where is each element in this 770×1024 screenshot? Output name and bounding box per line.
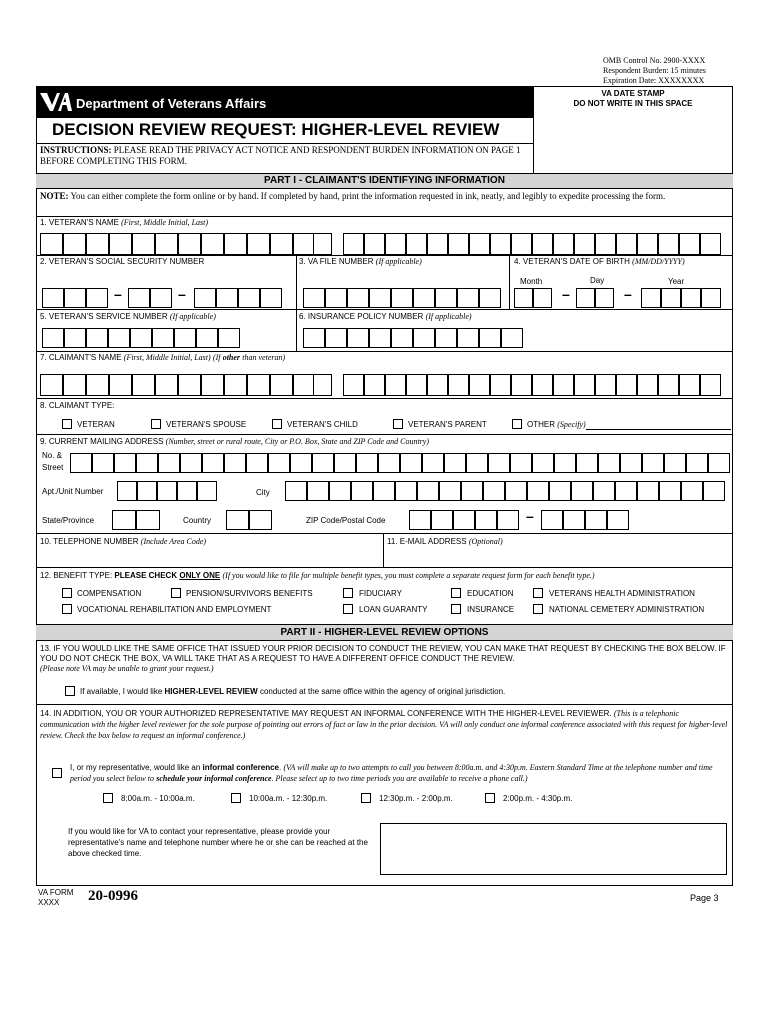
instructions-text: PLEASE READ THE PRIVACY ACT NOTICE AND RESPONDENT BURDEN INFORMATION ON PAGE 1 BEFORE COMPLETING THIS FORM. [40, 145, 521, 166]
footer-va-form: VA FORM [38, 888, 74, 897]
note [40, 191, 730, 202]
benefit-voc-rehab: VOCATIONAL REHABILITATION AND EMPLOYMENT [77, 605, 272, 614]
benefit-insurance-checkbox[interactable] [451, 604, 461, 614]
state-label: State/Province [42, 516, 95, 525]
va-logo-icon [40, 91, 72, 113]
claimant-last-name-boxes[interactable] [343, 374, 721, 396]
claimant-middle-initial-box[interactable] [313, 374, 332, 396]
footer-xxxx: XXXX [38, 898, 60, 907]
claimant-type-other: OTHER (Specify) [527, 420, 586, 429]
insurance-policy-boxes[interactable] [303, 328, 523, 348]
benefit-fiduciary-checkbox[interactable] [343, 588, 353, 598]
ssn-part3-boxes[interactable] [194, 288, 282, 308]
f9-label: 9. CURRENT MAILING ADDRESS (Number, street or rural route, City or P.O. Box, State and ZIP Code and Country) [40, 437, 429, 446]
f6-label: 6. INSURANCE POLICY NUMBER (If applicable) [299, 312, 472, 321]
telephone-field[interactable] [40, 548, 380, 564]
f7-label: 7. CLAIMANT'S NAME (First, Middle Initial, Last) (If other than veteran) [40, 353, 286, 362]
benefit-loan: LOAN GUARANTY [359, 605, 428, 614]
stamp-title: VA DATE STAMP [601, 89, 665, 98]
benefit-education-checkbox[interactable] [451, 588, 461, 598]
street-boxes[interactable] [70, 453, 730, 473]
part2-title: PART II - HIGHER-LEVEL REVIEW OPTIONS [36, 624, 733, 641]
zip-label: ZIP Code/Postal Code [306, 516, 386, 525]
service-number-boxes[interactable] [42, 328, 240, 348]
time-10-1230: 10:00a.m. - 12:30p.m. [249, 794, 328, 803]
f2-label: 2. VETERAN'S SOCIAL SECURITY NUMBER [40, 257, 205, 266]
time-10-1230-checkbox[interactable] [231, 793, 241, 803]
rep-contact-field[interactable] [380, 823, 727, 875]
benefit-fiduciary: FIDUCIARY [359, 589, 402, 598]
dob-month-boxes[interactable] [514, 288, 552, 308]
note-text: You can either complete the form online or by hand. If completed by hand, print the information requested in ink, neatly, and legibly to expedite processing the form. [70, 191, 666, 201]
omb-block [603, 56, 706, 86]
agency-bar [36, 86, 533, 118]
instructions [40, 145, 530, 167]
claimant-type-child: VETERAN'S CHILD [287, 420, 358, 429]
city-label: City [256, 488, 270, 497]
time-1230-2-checkbox[interactable] [361, 793, 371, 803]
f1-label: 1. VETERAN'S NAME (First, Middle Initial, Last) [40, 218, 209, 227]
f11-label: 11. E-MAIL ADDRESS (Optional) [387, 537, 503, 546]
omb-control: OMB Control No. 2900-XXXX [603, 56, 706, 65]
claimant-first-name-boxes[interactable] [40, 374, 316, 396]
benefit-loan-checkbox[interactable] [343, 604, 353, 614]
f4-label: 4. VETERAN'S DATE OF BIRTH (MM/DD/YYYY) [514, 257, 685, 266]
apt-label: Apt./Unit Number [42, 487, 104, 496]
note-label: NOTE: [40, 191, 69, 201]
omb-expiration: Expiration Date: XXXXXXXX [603, 76, 705, 85]
claimant-type-other-checkbox[interactable] [512, 419, 522, 429]
f10-label: 10. TELEPHONE NUMBER (Include Area Code) [40, 537, 207, 546]
f12-label: 12. BENEFIT TYPE: PLEASE CHECK ONLY ONE (If you would like to file for multiple benefit types, you must complete a separate request form for each benefit type.) [40, 571, 595, 580]
day-label: Day [590, 276, 605, 285]
q14-text: 14. IN ADDITION, YOU OR YOUR AUTHORIZED REPRESENTATIVE MAY REQUEST AN INFORMAL CONFERENCE WITH THE HIGHER-LEVEL REVIEWER. (This is a telephonic communication with the higher level reviewer for the sole purpose of pointing out errors of fact or law in the prior decision. VA will only conduct one informal conference associated with this request for higher-level review. Check the box below to request an informal conference.) [40, 709, 728, 740]
f3-label: 3. VA FILE NUMBER (If applicable) [299, 257, 422, 266]
benefit-education: EDUCATION [467, 589, 514, 598]
benefit-nca: NATIONAL CEMETERY ADMINISTRATION [549, 605, 705, 614]
benefit-vha-checkbox[interactable] [533, 588, 543, 598]
benefit-insurance: INSURANCE [467, 605, 515, 614]
state-boxes[interactable] [112, 510, 160, 530]
veteran-last-name-boxes[interactable] [343, 233, 721, 255]
claimant-type-veteran: VETERAN [77, 420, 115, 429]
form-title: DECISION REVIEW REQUEST: HIGHER-LEVEL REVIEW [52, 120, 500, 139]
time-8-10: 8:00a.m. - 10:00a.m. [121, 794, 195, 803]
benefit-vha: VETERANS HEALTH ADMINISTRATION [549, 589, 695, 598]
month-label: Month [520, 277, 543, 286]
benefit-voc-rehab-checkbox[interactable] [62, 604, 72, 614]
q13-text: 13. IF YOU WOULD LIKE THE SAME OFFICE THAT ISSUED YOUR PRIOR DECISION TO CONDUCT THE REVIEW, YOU CAN MAKE THAT REQUEST BY CHECKING THE BOX BELOW. IF YOU DO NOT CHECK THE BOX, VA WILL TAKE THAT AS A REQUEST TO HAVE A DIFFERENT OFFICE CONDUCT THE REVIEW. (Please note VA may be unable to grant your request.) [40, 644, 726, 673]
claimant-type-parent: VETERAN'S PARENT [408, 420, 487, 429]
veteran-first-name-boxes[interactable] [40, 233, 316, 255]
country-label: Country [183, 516, 212, 525]
benefit-pension: PENSION/SURVIVORS BENEFITS [186, 589, 313, 598]
omb-burden: Respondent Burden: 15 minutes [603, 66, 706, 75]
agency-name: Department of Veterans Affairs [76, 96, 267, 111]
benefit-compensation-checkbox[interactable] [62, 588, 72, 598]
time-8-10-checkbox[interactable] [103, 793, 113, 803]
apt-boxes[interactable] [117, 481, 217, 501]
zip-boxes[interactable] [409, 510, 519, 530]
claimant-type-veteran-checkbox[interactable] [62, 419, 72, 429]
claimant-type-parent-checkbox[interactable] [393, 419, 403, 429]
q14-option: I, or my representative, would like an informal conference. (VA will make up to two attempts to call you between 8:00a.m. and 4:30p.m. Eastern Standard Time at the telephone number and time period you select below to schedule your informal conference. Please select up to two time periods you are available to receive a phone call.) [70, 763, 713, 783]
zip-ext-boxes[interactable] [541, 510, 629, 530]
no-street-label-2: Street [42, 463, 64, 472]
va-file-number-boxes[interactable] [303, 288, 501, 308]
claimant-type-child-checkbox[interactable] [272, 419, 282, 429]
ssn-part1-boxes[interactable] [42, 288, 108, 308]
email-field[interactable] [387, 548, 727, 564]
q13-option: If available, I would like HIGHER-LEVEL REVIEW conducted at the same office within the agency of original jurisdiction. [80, 687, 506, 696]
city-boxes[interactable] [285, 481, 725, 501]
benefit-pension-checkbox[interactable] [171, 588, 181, 598]
f5-label: 5. VETERAN'S SERVICE NUMBER (If applicable) [40, 312, 216, 321]
instructions-label: INSTRUCTIONS: [40, 145, 112, 155]
footer-form-number: 20-0996 [88, 888, 138, 904]
q14-checkbox[interactable] [52, 768, 62, 778]
q13-checkbox[interactable] [65, 686, 75, 696]
time-2-430-checkbox[interactable] [485, 793, 495, 803]
veteran-middle-initial-box[interactable] [313, 233, 332, 255]
part1-title: PART I - CLAIMANT'S IDENTIFYING INFORMATION [36, 173, 733, 189]
country-boxes[interactable] [226, 510, 272, 530]
year-label: Year [668, 277, 685, 286]
time-2-430: 2:00p.m. - 4:30p.m. [503, 794, 573, 803]
no-street-label-1: No. & [42, 451, 63, 460]
benefit-compensation: COMPENSATION [77, 589, 142, 598]
dob-day-boxes[interactable] [576, 288, 614, 308]
benefit-nca-checkbox[interactable] [533, 604, 543, 614]
claimant-type-spouse: VETERAN'S SPOUSE [166, 420, 247, 429]
stamp-subtitle: DO NOT WRITE IN THIS SPACE [573, 99, 693, 108]
time-1230-2: 12:30p.m. - 2:00p.m. [379, 794, 453, 803]
rep-instructions: If you would like for VA to contact your representative, please provide your representative's name and telephone number where he or she can be reached at the above checked time. [68, 827, 368, 858]
footer-page: Page 3 [690, 893, 719, 903]
dob-year-boxes[interactable] [641, 288, 721, 308]
claimant-type-spouse-checkbox[interactable] [151, 419, 161, 429]
f8-label: 8. CLAIMANT TYPE: [40, 401, 115, 410]
ssn-part2-boxes[interactable] [128, 288, 172, 308]
